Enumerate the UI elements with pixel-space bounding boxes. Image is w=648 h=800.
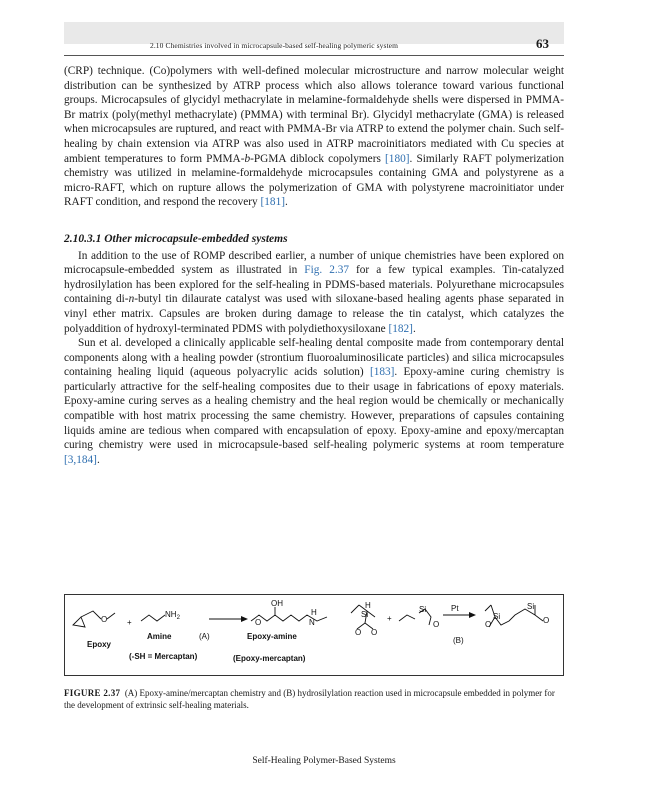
si-label: Si [527, 602, 535, 611]
oxygen-label: O [371, 628, 378, 637]
oxygen-label: O [543, 616, 550, 625]
paragraph-atrp: (CRP) technique. (Co)polymers with well-defined molecular microstructure and narrow molecular weight distribution can be synthesized by ATRP process which also allows tolerance toward various functional groups. Microcapsules of glycidyl methacrylate in melamine-formaldehyde shells were dispersed in PMMA-Br matrix (poly(methyl methacrylate) (PMMA) with terminal Br). Glycidyl methacrylate (GMA) is released when microcapsules are ruptured, and react with PMMA-Br via ATRP to extend the polymer chain. Such self-healing by chain extension via ATRP was also used in ATRP macroinitiators mediated with Cu species at ambient temperatures to form PMMA-b-PGMA diblock copolymers [180]. Similarly RAFT polymerization chemistry was utilized in melamine-formaldehyde microcapsules containing GMA and polystyrene as a micro-RAFT, which on rupture allows the polymerization of GMA with polystyrene macroinitiator under RAFT condition, and respond the recovery [181]. [64, 65, 564, 209]
si-label: Si [361, 610, 369, 619]
label-a: (A) [199, 632, 210, 641]
paragraph-dental: Sun et al. developed a clinically applicable self-healing dental composite made from contemporary dental components along with a healing powder (strontium fluoroaluminosilicate particles) and silica microcapsules containing healing liquid (aqueous polyacrylic acids solution) [183]. Epoxy-amine curing chemistry is particularly attractive for the self-healing composites due to their usage in fabrications of epoxy materials. Epoxy-amine curing serves as a healing chemistry and the heal region would be chemically or mechanically compatible with host matrix processing the same chemistry. However, preparations of capsules containing liquids amine are tedious when compared with encapsulation of epoxy. Epoxy-amine and epoxy/mercaptan curing chemistry were used in microcapsule-based self-healing polymeric systems at room temperature [3,184]. [64, 337, 564, 466]
h-label: H [311, 608, 317, 617]
oxygen-label: O [433, 620, 440, 629]
body-text [64, 64, 564, 467]
h-label: H [365, 601, 371, 610]
running-head: 2.10 Chemistries involved in microcapsule-based self-healing polymeric system [149, 41, 399, 50]
figure-caption: FIGURE 2.37 (A) Epoxy-amine/mercaptan chemistry and (B) hydrosilylation reaction used in microcapsule embedded in polymer for the development of extrinsic self-healing materials. [64, 688, 555, 710]
epoxy-bond [107, 613, 115, 619]
plus-sign-a: + [127, 618, 132, 627]
si-label: Si [493, 612, 501, 621]
epoxy-mercaptan-label: (Epoxy-mercaptan) [233, 654, 306, 663]
figure-link[interactable]: Fig. 2.37 [304, 264, 349, 277]
page-number: 63 [536, 36, 549, 51]
nh2-label: $NH_2$ [165, 610, 180, 621]
reaction-scheme [65, 595, 563, 675]
label-b: (B) [453, 636, 464, 645]
footer: Self-Healing Polymer-Based Systems [252, 756, 396, 766]
amine-chain [141, 615, 165, 621]
mercaptan-note: (-SH = Mercaptan) [129, 652, 198, 661]
epoxide-ring [73, 617, 85, 627]
arrow-head-b [469, 612, 476, 618]
paragraph-romp: In addition to the use of ROMP described earlier, a number of unique chemistries have been explored on microcapsule-embedded system as illustrated in Fig. 2.37 for a few typical examples. Tin-catalyzed hydrosilylation has been explored for the self-healing in PDMS-based materials. Polyurethane microcapsules containing di-n-butyl tin dilaurate catalyst was used with siloxane-based healing agents phase separated in vinyl ether matrix. Capsules are broken during damage to release the tin catalyst, which catalyzes the polyaddition of hydroxyl-terminated PDMS with polydiethoxysiloxane [182]. [64, 249, 564, 335]
pt-catalyst-label: Pt [451, 604, 459, 613]
oxygen-label: O [355, 628, 362, 637]
citation-link[interactable]: [182] [388, 322, 413, 335]
plus-sign-b: + [387, 614, 392, 623]
oh-label: OH [271, 599, 283, 608]
citation-link[interactable]: [180] [385, 152, 410, 165]
header-rule [64, 55, 564, 56]
oxygen-label: O [485, 620, 492, 629]
epoxy-amine-label: Epoxy-amine [247, 632, 297, 641]
epoxy-label: Epoxy [87, 640, 112, 649]
figure-2-37 [64, 594, 564, 676]
oxygen-label: O [255, 618, 262, 627]
arrow-head-a [241, 616, 248, 622]
amine-label: Amine [147, 632, 172, 641]
citation-link[interactable]: [183] [369, 366, 395, 379]
oxygen-label: O [101, 615, 108, 624]
section-title: 2.10.3.1 Other microcapsule-embedded systems [64, 232, 288, 245]
citation-link[interactable]: [181] [260, 196, 285, 209]
n-label: N [309, 618, 315, 627]
vinyl-group [399, 615, 415, 621]
epoxy-chain [81, 611, 101, 619]
citation-link[interactable]: [3,184] [64, 453, 97, 466]
si-label: Si [419, 605, 427, 614]
